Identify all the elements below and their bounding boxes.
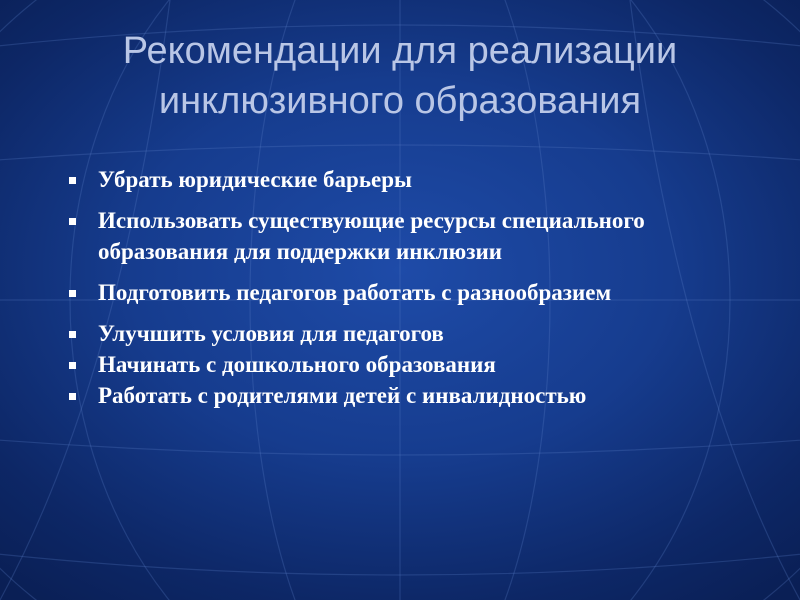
square-bullet-icon (69, 362, 76, 369)
square-bullet-icon (69, 393, 76, 400)
list-item-text: Использовать существующие ресурсы специального образования для поддержки инклюзии (98, 208, 645, 264)
square-bullet-icon (69, 218, 76, 225)
square-bullet-icon (69, 331, 76, 338)
list-item (66, 349, 746, 380)
square-bullet-icon (69, 177, 76, 184)
list-item-text: Улучшить условия для педагогов (98, 321, 444, 346)
list-item-text: Убрать юридические барьеры (98, 167, 412, 192)
slide-title-line-1: Рекомендации для реализации (122, 30, 678, 72)
square-bullet-icon (69, 290, 76, 297)
list-item (66, 164, 746, 195)
slide-title-line-2: инклюзивного образования (158, 80, 642, 122)
list-item-text: Начинать с дошкольного образования (98, 352, 496, 377)
list-item (66, 205, 746, 267)
list-item-text: Работать с родителями детей с инвалидностью (98, 383, 587, 408)
list-item (66, 277, 746, 308)
list-item (66, 380, 746, 411)
list-item-text: Подготовить педагогов работать с разнообразием (98, 280, 612, 305)
list-item (66, 318, 746, 349)
slide-title (40, 26, 760, 126)
recommendation-list (66, 164, 746, 411)
